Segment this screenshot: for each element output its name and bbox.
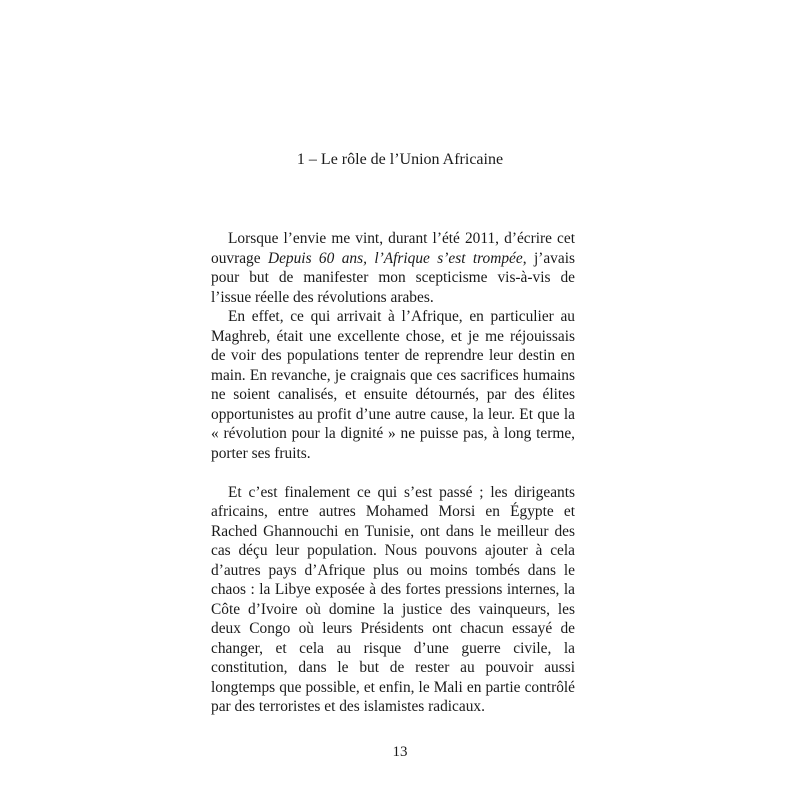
body-text [211, 229, 575, 717]
paragraph-1-start: Lorsque l’envie me vint, durant l’été 2011, d’écrire cet ouvrage [211, 230, 575, 267]
paragraph-2: En effet, ce qui arrivait à l’Afrique, en particulier au Maghreb, était une excellente chose, et je me réjouissais de voir des populations tenter de reprendre leur destin en main. En revanche, je craignais que ces sacrifices humains ne soient canalisés, et ensuite détournés, par des élites opportunistes au profit d’une autre cause, la leur. Et que la « révolution pour la dignité » ne puisse pas, à long terme, porter ses fruits. [211, 308, 575, 462]
paragraph-1-end: , j’avais pour but de manifester mon scepticisme vis-à-vis de l’issue réelle des révolutions arabes. [211, 249, 575, 306]
book-title: Depuis 60 ans, l’Afrique s’est trompée [267, 249, 523, 267]
page-number: 13 [392, 744, 408, 760]
paragraph-1 [211, 229, 575, 307]
chapter-title: 1 – Le rôle de l’Union Africaine [296, 151, 504, 168]
paragraph-3: Et c’est finalement ce qui s’est passé ; les dirigeants africains, entre autres Mohamed Morsi en Égypte et Rached Ghannouchi en Tunisie, ont dans le meilleur des cas déçu leur population. Nous pouvons ajouter à cela d’autres pays d’Afrique plus ou moins tombés dans le chaos : la Libye exposée à des fortes pressions internes, la Côte d’Ivoire où domine la justice des vainqueurs, les deux Congo où leurs Présidents ont chacun essayé de changer, et cela au risque d’une guerre civile, la constitution, dans le but de rester au pouvoir aussi longtemps que possible, et enfin, le Mali en partie contrôlé par des terroristes et des islamistes radicaux. [211, 483, 575, 715]
